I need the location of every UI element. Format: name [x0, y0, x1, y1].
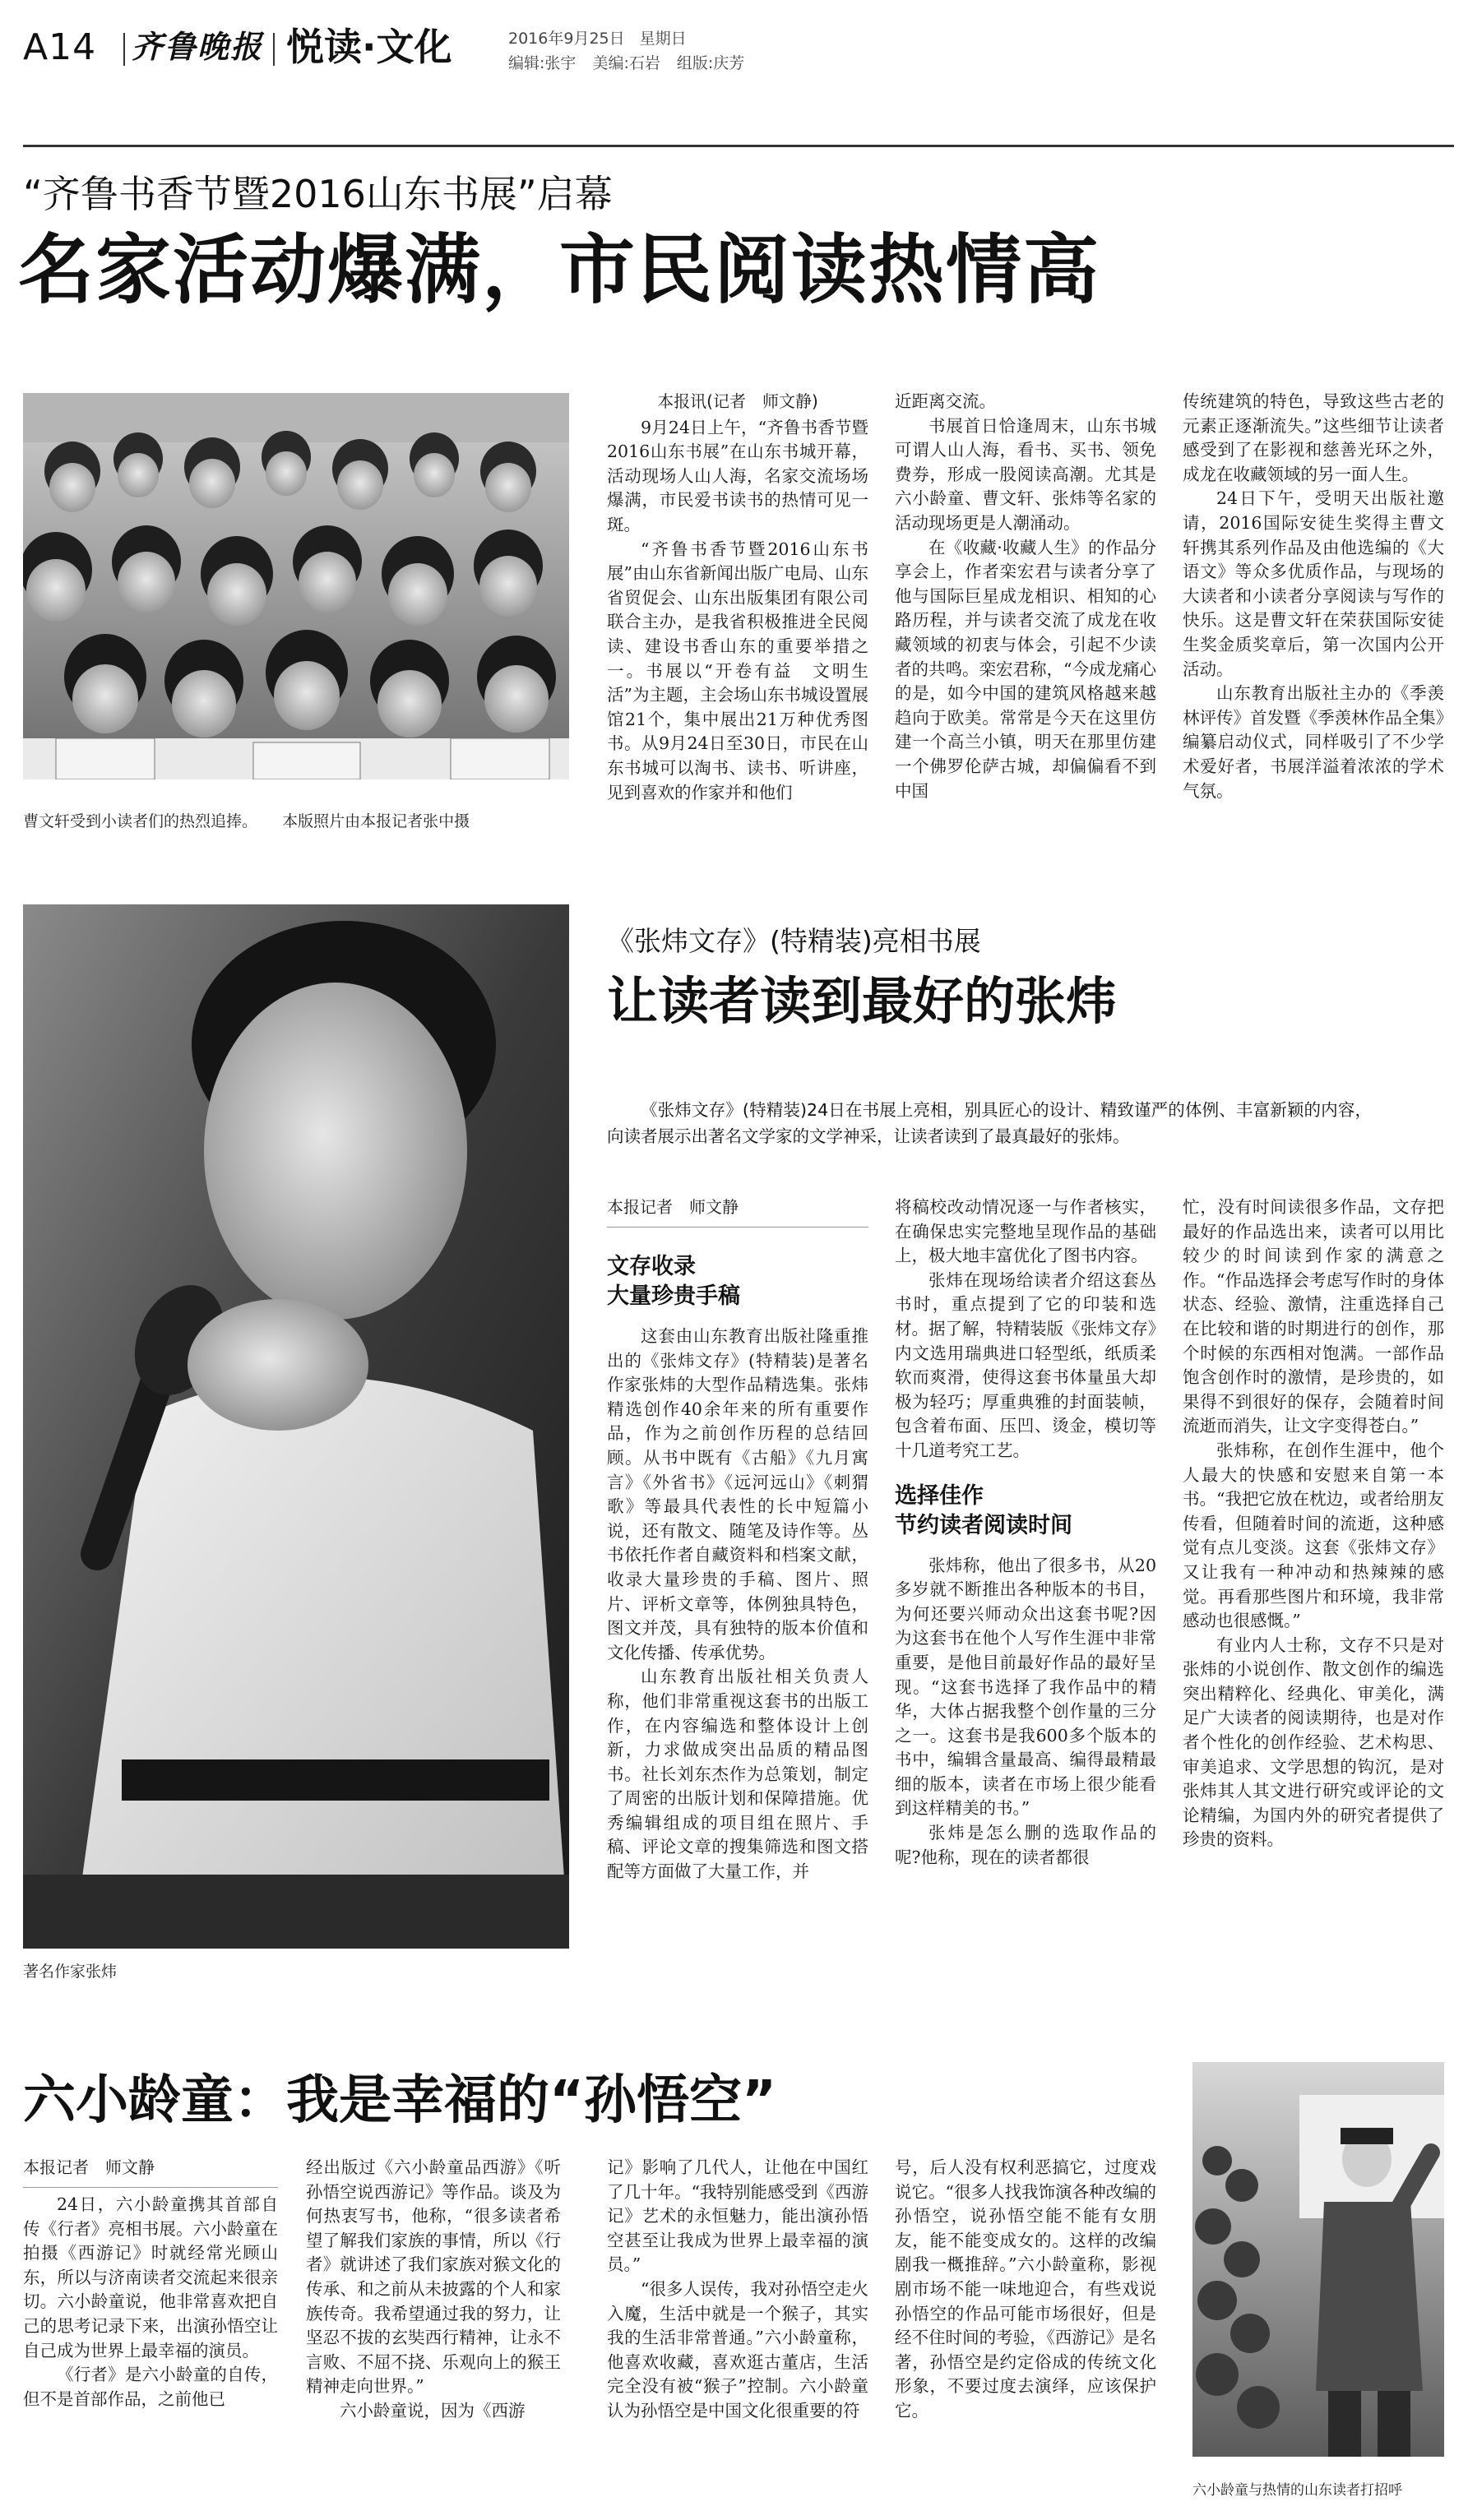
- story2-paragraph: 有业内人士称，文存不只是对张炜的小说创作、散文创作的编选突出精粹化、经典化、审美化，满足广大读者的阅读期待，也是对作者个性化的创作经验、艺术构思、审美追求、文学思想的钩沉，是对张炜其人其文进行研究或评论的文论精编，为国内外的研究者提供了珍贵的资料。: [1183, 1635, 1444, 1850]
- story2-headline: 让读者读到最好的张炜: [607, 971, 1118, 1031]
- story1-paragraph: 书展首日恰逢周末，山东书城可谓人山人海，看书、买书、领免费券，形成一股阅读高潮。尤其是六小龄童、曹文轩、张炜等名家的活动现场更是人潮涌动。: [895, 415, 1156, 533]
- issue-date: [508, 26, 687, 49]
- story2-paragraph: 忙，没有时间读很多作品，文存把最好的作品选出来，读者可以用比较少的时间读到作家的满意之作。“作品选择会考虑写作时的身体状态、经验、激情，注重选择自己在比较和谐的时期进行的创作，那个时候的东西相对饱满。一部作品饱含创作时的激情，是珍贵的，如果得不到很好的保存，会随着时间流逝而消失，让文字变得苍白。”: [1183, 1197, 1444, 1436]
- story1-column-2: [895, 390, 1156, 842]
- story1-paragraph: 24日下午，受明天出版社邀请，2016国际安徒生奖得主曹文轩携其系列作品及由他选编的《大语文》等众多优质作品，与现场的大读者和小读者分享阅读与写作的快乐。这是曹文轩在荣获国际安徒生奖金质奖章后，第一次国内公开活动。: [1183, 488, 1444, 679]
- story1-paragraph: 在《收藏·收藏人生》的作品分享会上，作者栾宏君与读者分享了他与国际巨星成龙相识、相知的心路历程，并与读者交流了成龙在收藏领域的初衷与体会，引起不少读者的共鸣。栾宏君称，“今成龙痛心的是，如今中国的建筑风格越来越趋向于欧美。常常是今天在这里仿建一个高兰小镇，明天在那里仿建一个佛罗伦萨古城，却偏偏看不到中国: [895, 537, 1156, 801]
- story1-paragraph: 9月24日上午，“齐鲁书香节暨2016山东书展”在山东书城开幕，活动现场人山人海，名家交流场场爆满，市民爱书读书的热情可见一斑。: [607, 417, 868, 534]
- crowd-photo-image: [23, 393, 569, 779]
- story1-paragraph: “齐鲁书香节暨2016山东书展”由山东省新闻出版广电局、山东省贸促会、山东出版集团有限公司联合主办，是我省积极推进全民阅读、建设书香山东的重要举措之一。书展以“开卷有益 文明生活”为主题，主会场山东书城设置展馆21个，集中展出21万种优秀图书。从9月24日至30日，市民在山东书城可以淘书、读书、听讲座，见到喜欢的作家并和他们: [607, 539, 868, 802]
- story1-column-3: [1183, 390, 1444, 842]
- liuxiaolingtong-photo: [1192, 2062, 1444, 2457]
- header-rule: [23, 145, 1454, 147]
- crowd-photo: [23, 393, 569, 779]
- zhangwei-photo-caption: 著名作家张炜: [23, 1963, 118, 1981]
- story2-paragraph: 张炜称，在创作生涯中，他个人最大的快感和安慰来自第一本书。“我把它放在枕边，或者给朋友传看，但随着时间的流逝，这种感觉有点儿变淡。这套《张炜文存》又让我有一种冲动和热辣辣的感觉。再看那些图片和环境，我非常感动也很感慨。”: [1183, 1440, 1444, 1631]
- story1-headline: 名家活动爆满，市民阅读热情高: [18, 226, 1101, 314]
- crowd-photo-caption: [23, 809, 470, 831]
- story2-column-2: [895, 1195, 1156, 1985]
- story1-paragraph: 传统建筑的特色，导致这些古老的元素正逐渐流失。”这些细节让读者感受到了在影视和慈善光环之外，成龙在收藏领域的另一面人生。: [1183, 391, 1444, 484]
- story2-kicker: 《张炜文存》(特精装)亮相书展: [607, 925, 981, 957]
- story3-paragraph: 《行者》是六小龄童的自传，但不是首部作品，之前他已: [23, 2365, 278, 2409]
- story3-paragraph: 24日，六小龄童携其首部自传《行者》亮相书展。六小龄童在拍摄《西游记》时就经常光顾山东，所以与济南读者交流起来很亲切。六小龄童说，他非常喜欢把自己的思考记录下来，出演孙悟空让自己成为世界上最幸福的演员。: [23, 2194, 278, 2360]
- story2-column-3: [1183, 1195, 1444, 1985]
- story2-paragraph: 张炜在现场给读者介绍这套丛书时，重点提到了它的印装和选材。据了解，特精装版《张炜文存》内文选用瑞典进口轻型纸，纸质柔软而爽滑，使得这套书体量虽大却极为轻巧；厚重典雅的封面装帧，包含着布面、压凹、烫金，模切等十几道考究工艺。: [895, 1269, 1156, 1460]
- story2-subhead-2: 选择佳作 节约读者阅读时间: [895, 1482, 1072, 1538]
- story3-byline: 本报记者 师文静: [23, 2156, 278, 2188]
- story2-paragraph: 张炜是怎么删的选取作品的呢?他称，现在的读者都很: [895, 1823, 1156, 1867]
- story3-paragraph: 经出版过《六小龄童品西游》《听孙悟空说西游记》等作品。谈及为何热衷写书，他称，“很多读者希望了解我们家族的事情，所以《行者》就讲述了我们家族对猴文化的传承、和之前从未披露的个人和家族传奇。我希望通过我的努力，让坚忍不拔的玄奘西行精神，让永不言败、不屈不挠、乐观向上的猴王精神走向世界。”: [306, 2157, 561, 2397]
- story3-paragraph: 六小龄童说，因为《西游: [340, 2400, 526, 2421]
- story2-lead: 《张炜文存》(特精装)24日在书展上亮相，别具匠心的设计、精致谨严的体例、丰富新颖的内容，向读者展示出著名文学家的文学神采，让读者读到了最真最好的张炜。: [607, 1100, 1372, 1146]
- story3-column-4: [895, 2156, 1156, 2501]
- story3-paragraph: 号，后人没有权利恶搞它，过度戏说它。“很多人找我饰演各种改编的孙悟空，说孙悟空能不能有女朋友，能不能变成女的。这样的改编剧我一概推辞。”六小龄童称，影视剧市场不能一味地迎合，有些戏说孙悟空的作品可能市场很好，但是经不住时间的考验，《西游记》是名著，孙悟空是约定俗成的传统文化形象，不要过度去演绎，应该保护它。: [895, 2157, 1156, 2421]
- story3-paragraph: 记》影响了几代人，让他在中国红了几十年。“我特别能感受到《西游记》艺术的永恒魅力，能出演孙悟空甚至让我成为世界上最幸福的演员。”: [607, 2157, 868, 2275]
- date-text: 2016年9月25日: [508, 30, 625, 48]
- staff-credits: [508, 51, 744, 73]
- page-number: A14: [23, 26, 97, 68]
- header-divider: [273, 33, 275, 66]
- story2-paragraph: 张炜称，他出了很多书，从20多岁就不断推出各种版本的书目，为何还要兴师动众出这套书呢?因为这套书在他个人写作生涯中非常重要，是他目前最好作品的最好呈现。“这套书选择了我作品中的精华，大体占据我整个创作量的三分之一。这套书是我600多个版本的书中，编辑含量最高、编得最精最细的版本，读者在市场上很少能看到这样精美的书。”: [895, 1555, 1156, 1819]
- designer-credit: 美编:石岩: [592, 54, 660, 72]
- story1-paragraph: 近距离交流。: [895, 391, 996, 411]
- zhangwei-photo-image: [23, 904, 569, 1949]
- story1-paragraph: 山东教育出版社主办的《季羡林评传》首发暨《季羡林作品全集》编纂启动仪式，同样吸引了不少学术爱好者，书展洋溢着浓浓的学术气氛。: [1183, 683, 1444, 801]
- liuxiaolingtong-photo-caption: 六小龄童与热情的山东读者打招呼: [1192, 2482, 1402, 2499]
- weekday-text: 星期日: [639, 30, 687, 48]
- zhangwei-photo: [23, 904, 569, 1949]
- story2-subhead-1: 文存收录 大量珍贵手稿: [607, 1254, 740, 1309]
- story3-paragraph: “很多人误传，我对孙悟空走火入魔，生活中就是一个猴子，其实我的生活非常普通。”六小龄童称，他喜欢收藏，喜欢逛古董店，生活完全没有被“猴子”控制。六小龄童认为孙悟空是中国文化很重要的符: [607, 2278, 868, 2421]
- header-divider: [123, 33, 125, 66]
- liuxiaolingtong-photo-image: [1192, 2062, 1444, 2457]
- story2-column-1: [607, 1195, 868, 1985]
- story3-column-1: [23, 2156, 278, 2501]
- story2-paragraph: 这套由山东教育出版社隆重推出的《张炜文存》(特精装)是著名作家张炜的大型作品精选集。张炜精选创作40余年来的所有重要作品，作为之前创作历程的总结回顾。从书中既有《古船》《九月寓言》《外省书》《远河远山》《刺猬歌》等最具代表性的长中短篇小说，还有散文、随笔及诗作等。丛书依托作者自藏资料和档案文献，收录大量珍贵的手稿、图片、照片、评析文章等，体例独具特色，图文并茂，具有独特的版本价值和文化传播、传承优势。: [607, 1326, 868, 1662]
- story2-paragraph: 山东教育出版社相关负责人称，他们非常重视这套书的出版工作，在内容编选和整体设计上创新，力求做成突出品质的精品图书。社长刘东杰作为总策划，制定了周密的出版计划和保障措施。优秀编辑组成的项目组在照片、手稿、评论文章的搜集筛选和图文搭配等方面做了大量工作，并: [607, 1667, 868, 1882]
- masthead-logo: 齐鲁晚报: [132, 28, 264, 65]
- story3-headline: 六小龄童：我是幸福的“孙悟空”: [23, 2070, 777, 2131]
- crowd-caption-text: 曹文轩受到小读者们的热烈追捧。: [23, 812, 258, 830]
- story2-byline: 本报记者 师文静: [607, 1195, 868, 1228]
- story1-byline: 本报讯(记者 师文静): [657, 391, 818, 411]
- story3-column-3: [607, 2156, 868, 2501]
- story2-paragraph: 将稿校改动情况逐一与作者核实，在确保忠实完整地呈现作品的基础上，极大地丰富优化了图书内容。: [895, 1197, 1156, 1266]
- story1-column-1: [607, 390, 868, 842]
- section-title: 悦读·文化: [286, 25, 452, 69]
- story3-column-2: [306, 2156, 561, 2501]
- story1-kicker: “齐鲁书香节暨2016山东书展”启幕: [23, 172, 613, 216]
- editor-credit: 编辑:张宇: [508, 54, 577, 72]
- layout-credit: 组版:庆芳: [676, 54, 745, 72]
- photo-credit: 本版照片由本报记者张中摄: [282, 812, 470, 830]
